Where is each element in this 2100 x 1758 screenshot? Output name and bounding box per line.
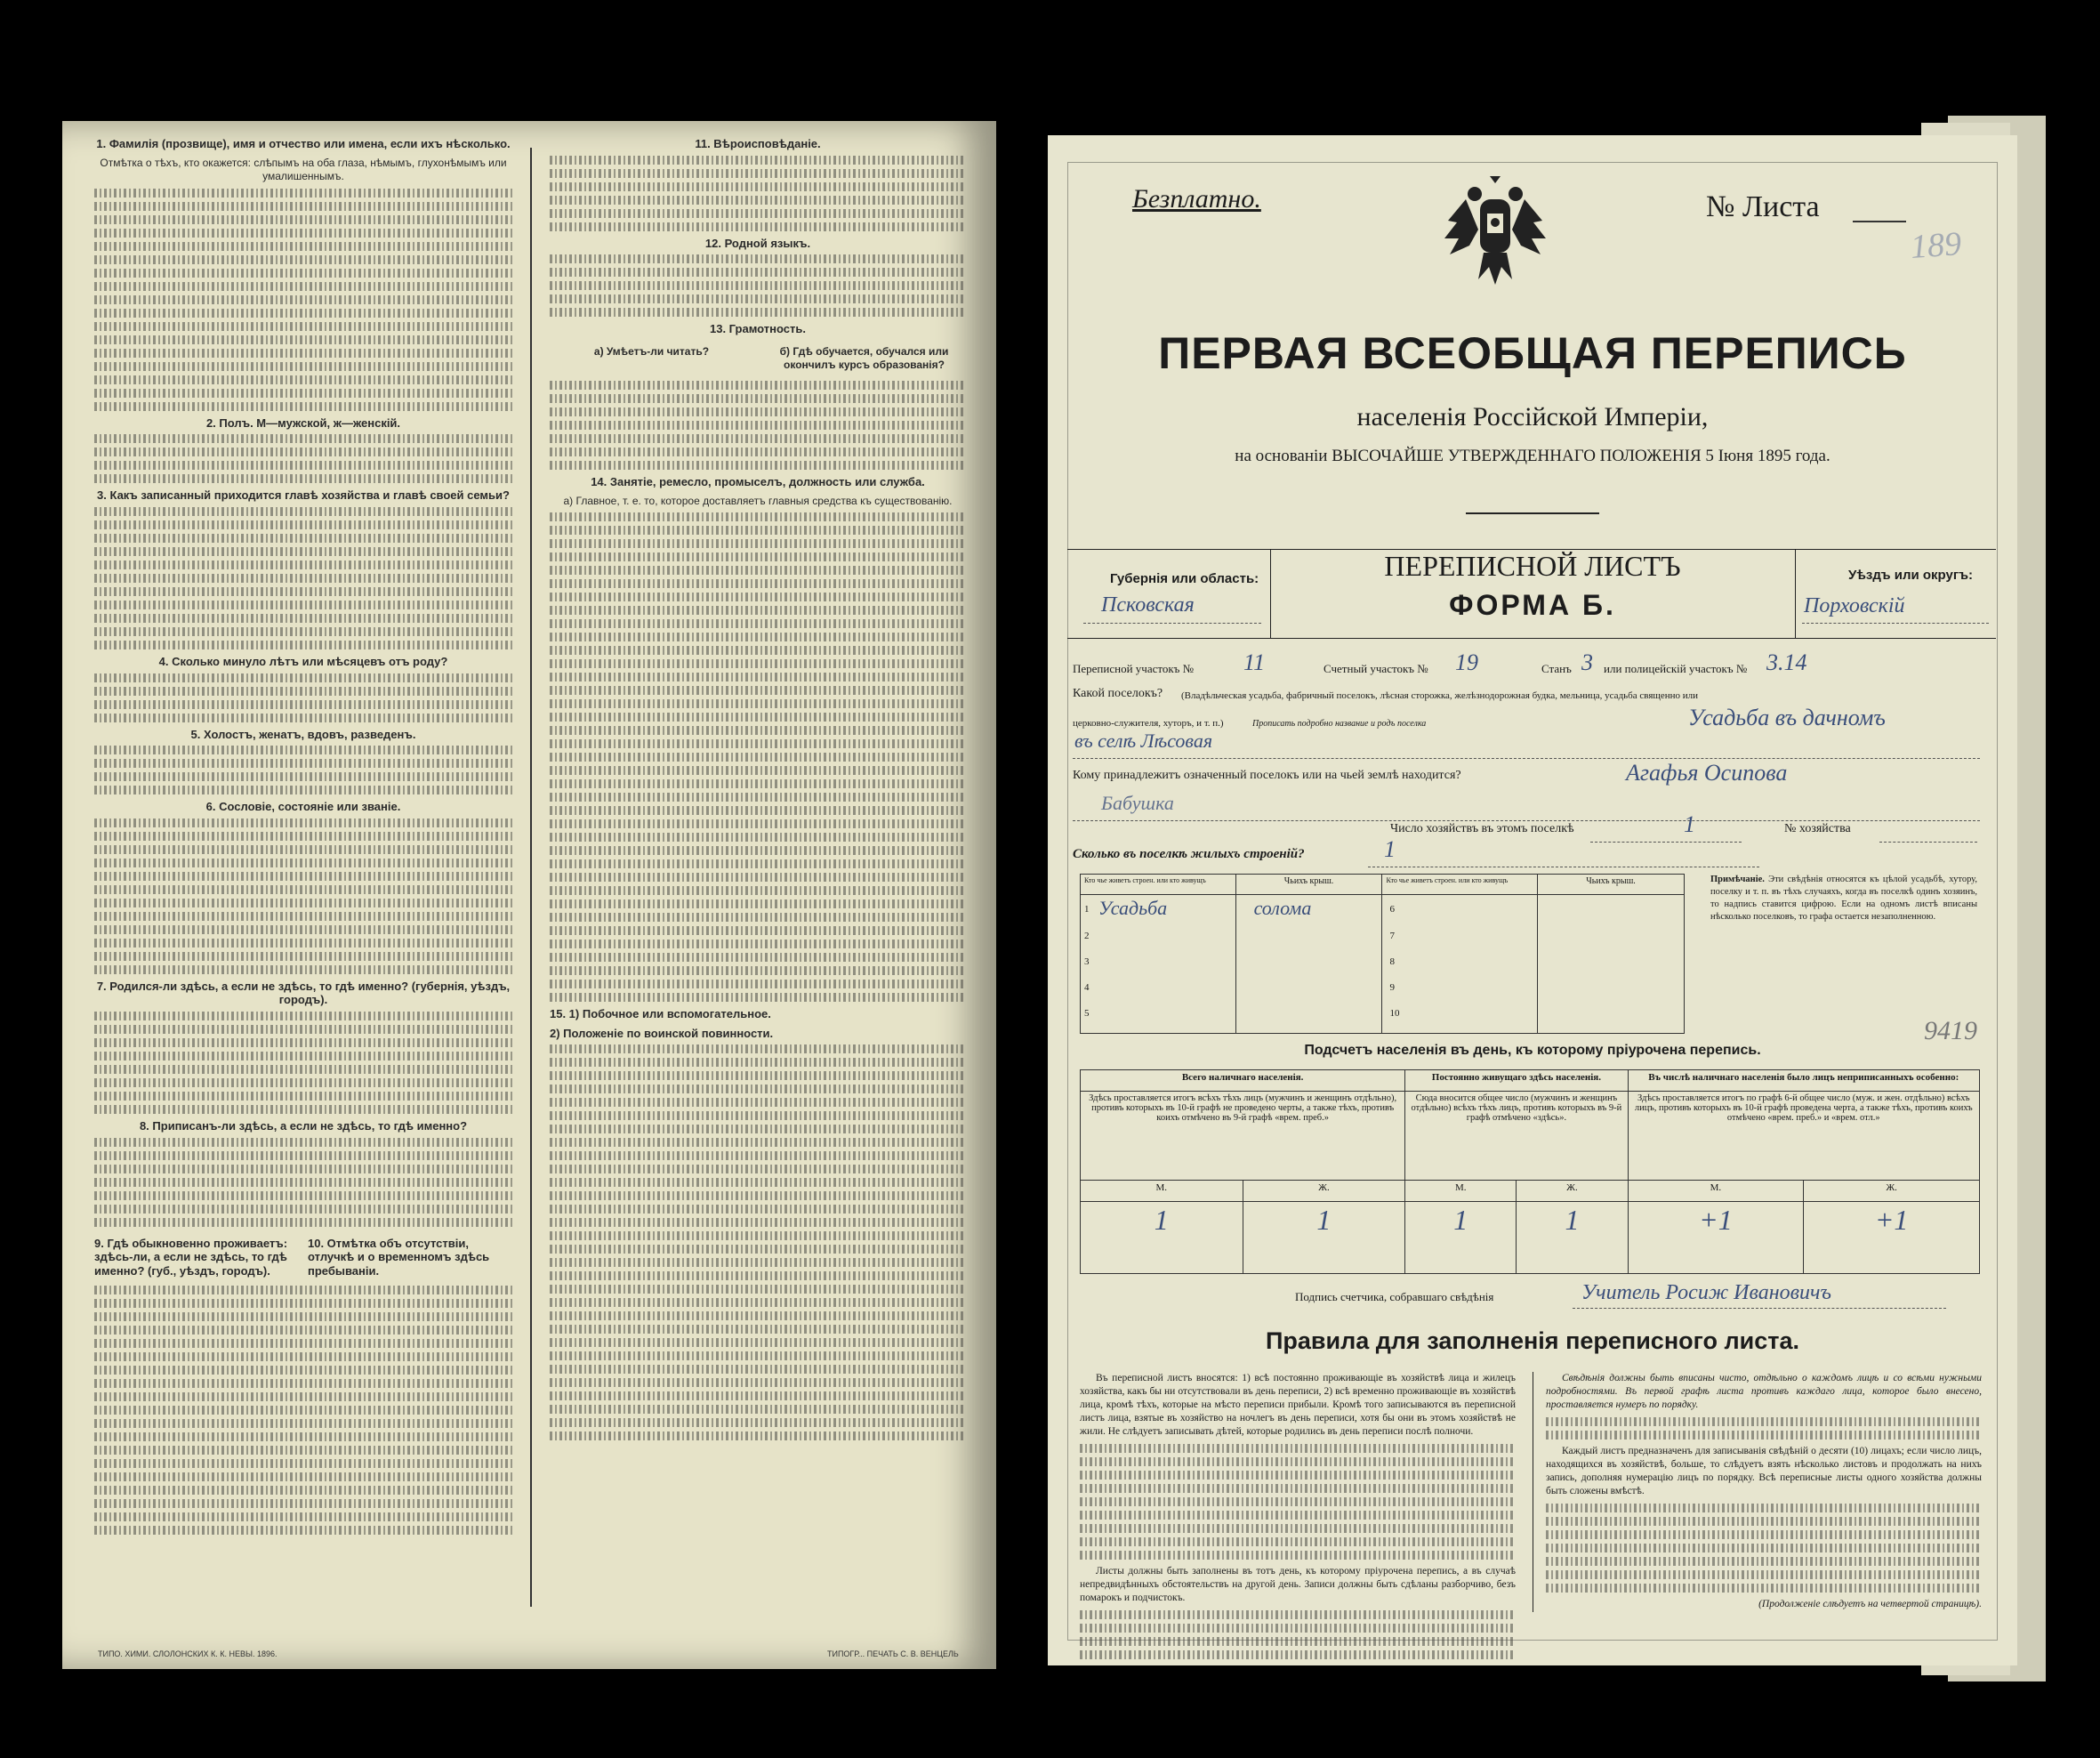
margin-number: 9419 (1924, 1016, 1977, 1045)
row-number: 3 (1084, 956, 1090, 967)
printed-text-block (94, 1138, 512, 1227)
settlement-value-2: въ селѣ Лѣсовая (1074, 730, 1213, 752)
population-count-title: Подсчетъ населенія въ день, къ которому пріурочена перепись. (1304, 1043, 1761, 1058)
table-header: Кто чье живетъ строен. или кто живущъ (1081, 875, 1236, 895)
title-divider (1466, 512, 1599, 514)
section-heading: 11. Вѣроисповѣданіе. (695, 137, 821, 150)
police-district-label: или полицейскій участокъ № (1604, 662, 1748, 675)
printed-text-block (1546, 1504, 1982, 1593)
owner-value: Агафья Осипова (1626, 760, 1788, 786)
buildings-label: Сколько въ поселкѣ жилыхъ строеній? (1073, 847, 1305, 861)
rules-left-column (1080, 1372, 1516, 1664)
section-heading: 3. Какъ записанный приходится главѣ хозяйства и главѣ своей семьи? (97, 488, 510, 503)
female-header: Ж. (1517, 1181, 1628, 1202)
free-label: Безплатно. (1132, 184, 1261, 214)
table-header: Чьихъ крыш. (1538, 875, 1685, 895)
row-number: 2 (1084, 930, 1090, 941)
owner-value-2: Бабушка (1101, 792, 1174, 814)
section-heading: 14. Занятіе, ремесло, промыселъ, должность или служба. (591, 474, 925, 488)
buildings-table (1080, 874, 1685, 1034)
police-district-value: 3.14 (1766, 649, 1807, 675)
note-label: Примѣчаніе. (1710, 875, 1765, 884)
female-header: Ж. (1243, 1181, 1405, 1202)
table-cell: Сюда вносится общее число (мужчинъ и женщинъ отдѣльно) всѣхъ тѣхъ лицъ, противъ которыхъ въ 9-й графѣ отмѣчено «здѣсь». (1405, 1092, 1628, 1181)
row-number: 4 (1084, 981, 1090, 993)
population-count-table (1080, 1069, 1980, 1274)
rules-right-column (1546, 1372, 1982, 1611)
row-number: 8 (1389, 956, 1395, 967)
gubernia-value: Псковская (1101, 593, 1195, 617)
male-header: М. (1628, 1181, 1804, 1202)
table-header: Всего наличнаго населенія. (1081, 1070, 1405, 1092)
nonregistered-female-count: +1 (1804, 1202, 1980, 1274)
gubernia-label: Губернія или область: (1110, 571, 1259, 586)
owner-underline (1073, 820, 1980, 821)
printed-text-block (94, 507, 512, 649)
section-heading: 4. Сколько минуло лѣтъ или мѣсяцевъ отъ роду? (158, 654, 448, 668)
printed-text-block (1546, 1417, 1982, 1439)
table-header: Кто чье живетъ строен. или кто живущъ (1382, 875, 1538, 895)
sheet-number-label: № Листа (1706, 190, 1820, 223)
rules-title: Правила для заполненія переписного листа. (1265, 1327, 1800, 1354)
form-title: ПЕРЕПИСНОЙ ЛИСТЪ (1384, 550, 1681, 582)
continued-note: (Продолженіе слѣдуетъ на четвертой страницѣ). (1758, 1599, 1982, 1609)
settlement-hint-3: Прописать подробно название и родъ поселка (1252, 719, 1427, 729)
table-cell (1235, 894, 1382, 1033)
row-number: 10 (1389, 1008, 1400, 1020)
table-cell (1382, 894, 1538, 1033)
section-heading: 2) Положеніе по воинской повинности. (550, 1026, 774, 1040)
section-heading: 12. Родной языкъ. (704, 236, 811, 250)
nonregistered-male-count: +1 (1628, 1202, 1804, 1274)
male-header: М. (1405, 1181, 1517, 1202)
household-number-label: № хозяйства (1784, 822, 1851, 835)
uezd-value: Порховскій (1804, 594, 1905, 617)
printed-text-block (94, 434, 512, 483)
left-page (62, 121, 996, 1669)
table-cell (1081, 894, 1236, 1033)
printed-text-block (94, 746, 512, 794)
signature-underline (1573, 1308, 1946, 1309)
row-number: 6 (1389, 904, 1395, 915)
printed-text-block (550, 254, 966, 317)
printed-text-block (94, 819, 512, 974)
section-heading: 1. Фамилія (прозвище), имя и отчество или имена, если ихъ нѣсколько. (96, 137, 511, 150)
female-header: Ж. (1804, 1181, 1980, 1202)
section-subheading: а) Умѣетъ-ли читать? (593, 344, 710, 358)
rules-paragraph: Свѣдѣнія должны быть вписаны чисто, отдѣльно о каждомъ лицѣ и со всѣми нужными подробностями. Въ первой графѣ листа противъ каждаго лица, которое было внесено, проставляется нумеръ по порядку. (1546, 1373, 1982, 1410)
section-subheading: Отмѣтка о тѣхъ, кто окажется: слѣпымъ на оба глаза, нѣмымъ, глухонѣмымъ или умалишеннымъ. (100, 156, 507, 183)
printed-text-block (1080, 1444, 1516, 1560)
settlement-label: Какой поселокъ? (1073, 687, 1163, 700)
printed-text-block (94, 673, 512, 722)
section-subheading: а) Главное, т. е. то, которое доставляетъ главныя средства къ существованію. (563, 494, 953, 507)
table-header: Въ числѣ наличнаго населенія было лицъ неприписанныхъ особенно: (1628, 1070, 1979, 1092)
section-heading: 7. Родился-ли здѣсь, а если не здѣсь, то гдѣ именно? (губернія, уѣздъ, городъ). (96, 979, 511, 1007)
rules-paragraph: Каждый листъ предназначенъ для записыванія свѣдѣній о десяти (10) лицахъ; если число лицъ, находящихся въ хозяйствѣ, больше, то слѣдуетъ взять нѣсколько листовъ и продолжать на нихъ запись, дополняя нумерацію лицъ по порядку. Всѣ переписные листы одного хозяйства должны быть сложены вмѣстѣ. (1546, 1446, 1982, 1496)
document-title: ПЕРВАЯ ВСЕОБЩАЯ ПЕРЕПИСЬ (1158, 328, 1907, 378)
note-block (1710, 874, 1977, 923)
district-label: Переписной участокъ № (1073, 662, 1195, 675)
printed-text-block (550, 156, 966, 231)
roof-material-entry: солома (1253, 896, 1312, 919)
section-heading: 8. Приписанъ-ли здѣсь, а если не здѣсь, то гдѣ именно? (139, 1118, 468, 1133)
male-header: М. (1081, 1181, 1243, 1202)
resident-female-count: 1 (1517, 1202, 1628, 1274)
document-subtitle: населенія Россійской Имперіи, (1356, 402, 1709, 431)
count-district-value: 19 (1455, 649, 1478, 675)
printed-text-block (1080, 1610, 1516, 1659)
rules-paragraph: Листы должны быть заполнены въ тотъ день, къ которому пріурочена перепись, а въ случаѣ непредвидѣнныхъ обстоятельствъ на другой день. Записи должны быть сдѣланы разборчиво, безъ помарокъ и подчистокъ. (1080, 1566, 1516, 1603)
form-code: ФОРМА Б. (1449, 589, 1616, 621)
owner-label: Кому принадлежитъ означенный поселокъ или на чьей землѣ находится? (1073, 769, 1461, 782)
double-headed-eagle-emblem (1439, 167, 1551, 292)
section-heading: 10. Отмѣтка объ отсутствіи, отлучкѣ и о временномъ здѣсь пребываніи. (308, 1236, 490, 1278)
household-number-field (1879, 842, 1977, 843)
signature-label: Подпись счетчика, собравшаго свѣдѣнія (1295, 1290, 1494, 1303)
households-value: 1 (1684, 811, 1695, 837)
settlement-hint: (Владѣльческая усадьба, фабричный поселокъ, лѣсная сторожка, желѣзнодорожная будка, мельница, усадьба священно или (1181, 690, 1699, 701)
section-heading: 2. Полъ. М—мужской, ж—женскій. (205, 415, 401, 430)
section-heading: 6. Сословіе, состояніе или званіе. (205, 800, 401, 814)
printed-text-block (94, 189, 512, 411)
row-number: 7 (1389, 930, 1395, 941)
building-type-entry: Усадьба (1098, 896, 1168, 919)
settlement-underline (1073, 758, 1980, 759)
table-cell: Здѣсь проставляется итогъ по графѣ 6-й общее число (муж. и жен. отдѣльно) всѣхъ лицъ, противъ которыхъ въ 10-й графѣ проведена черта, а также тѣхъ, противъ коихъ отмѣчено «врем. преб.» и «врем. отл.» (1628, 1092, 1979, 1181)
table-header: Постоянно живущаго здѣсь населенія. (1405, 1070, 1628, 1092)
rules-paragraph: Въ переписной листъ вносятся: 1) всѣ постоянно проживающіе въ хозяйствѣ лица и жилецъ хозяйства, какъ бы ни отсутствовали въ день переписи, 2) всѣ временно проживающіе въ хозяйствѣ лица, кромѣ тѣхъ, которые на мѣсто переписи прибыли. Кромѣ того записываются въ переписной листъ лица, взятые въ хозяйство на ночлегъ въ день переписи, хотя бы они въ этомъ хозяйствѣ не жили. Не слѣдуетъ записывать дѣтей, которые родились въ день переписи послѣ полночи. (1080, 1373, 1516, 1437)
printer-imprint: ТИПОГР... ПЕЧАТЬ С. В. ВЕНЦЕЛЬ (827, 1649, 959, 1658)
sheet-number-field (1853, 221, 1906, 222)
settlement-value: Усадьба въ дачномъ (1688, 705, 1886, 730)
enumerator-signature: Учитель Росиж Ивановичъ (1581, 1281, 1831, 1304)
resident-male-count: 1 (1405, 1202, 1517, 1274)
section-heading: 13. Грамотность. (710, 322, 806, 336)
stan-value: 3 (1581, 649, 1593, 675)
households-label: Число хозяйствъ въ этомъ поселкѣ (1390, 822, 1574, 835)
column-divider (530, 148, 532, 1607)
stan-label: Станъ (1541, 662, 1572, 675)
section-heading: 5. Холостъ, женатъ, вдовъ, разведенъ. (190, 727, 416, 741)
count-district-label: Счетный участокъ № (1324, 662, 1428, 675)
printer-imprint: ТИПО. ХИМИ. СЛОЛОНСКИХ К. К. НЕВЫ. 1896. (98, 1649, 278, 1658)
table-cell (1538, 894, 1685, 1033)
printed-text-block (550, 1044, 966, 1440)
households-underline (1590, 842, 1742, 843)
section-heading: 15. 1) Побочное или вспомогательное. (550, 1007, 771, 1021)
census-form-page (1048, 135, 2017, 1665)
row-number: 1 (1084, 904, 1090, 915)
row-number: 9 (1389, 981, 1395, 993)
section-subheading: б) Гдѣ обучается, обучался или окончилъ курсъ образованія? (779, 344, 949, 372)
stamped-page-number: 189 (1909, 225, 1963, 266)
table-cell: Здѣсь проставляется итогъ всѣхъ тѣхъ лицъ (мужчинъ и женщинъ отдѣльно), противъ которыхъ въ 10-й графѣ не проведено черты, а также тѣхъ, противъ коихъ отмѣчено въ 9-й графѣ «врем. преб.» (1081, 1092, 1405, 1181)
rule (1795, 549, 1796, 638)
present-female-count: 1 (1243, 1202, 1405, 1274)
buildings-value: 1 (1384, 836, 1396, 862)
gubernia-underline (1083, 623, 1261, 624)
printed-text-block (550, 512, 966, 1002)
instructions-column-right (550, 132, 966, 1633)
district-value: 11 (1243, 649, 1266, 675)
table-header: Чьихъ крыш. (1235, 875, 1382, 895)
row-number: 5 (1084, 1008, 1090, 1020)
note-text: Эти свѣдѣнія относятся къ цѣлой усадьбѣ, хутору, поселку и т. п. въ тѣхъ случаяхъ, когда въ поселкѣ одинъ хозяинъ, то надпись ставится цифрою. Если на одномъ листѣ вписаны нѣсколько поселковъ, то графа остается незаполненною. (1710, 875, 1978, 922)
printed-text-block (94, 1012, 512, 1114)
printed-text-block (550, 381, 966, 470)
uezd-label: Уѣздъ или округъ: (1848, 568, 1974, 583)
present-male-count: 1 (1081, 1202, 1243, 1274)
section-heading: 9. Гдѣ обыкновенно проживаетъ: здѣсь-ли, а если не здѣсь, то гдѣ именно? (губ., уѣздъ, городъ). (94, 1236, 288, 1278)
legal-basis: на основаніи ВЫСОЧАЙШЕ УТВЕРЖДЕННАГО ПОЛОЖЕНІЯ 5 Іюня 1895 года. (1235, 447, 1830, 465)
rule (1067, 638, 1996, 639)
uezd-underline (1802, 623, 1989, 624)
printed-text-block (94, 1286, 512, 1535)
settlement-hint-2: церковно-служителя, хуторъ, и т. п.) (1073, 718, 1224, 729)
instructions-column-left (94, 132, 512, 1633)
